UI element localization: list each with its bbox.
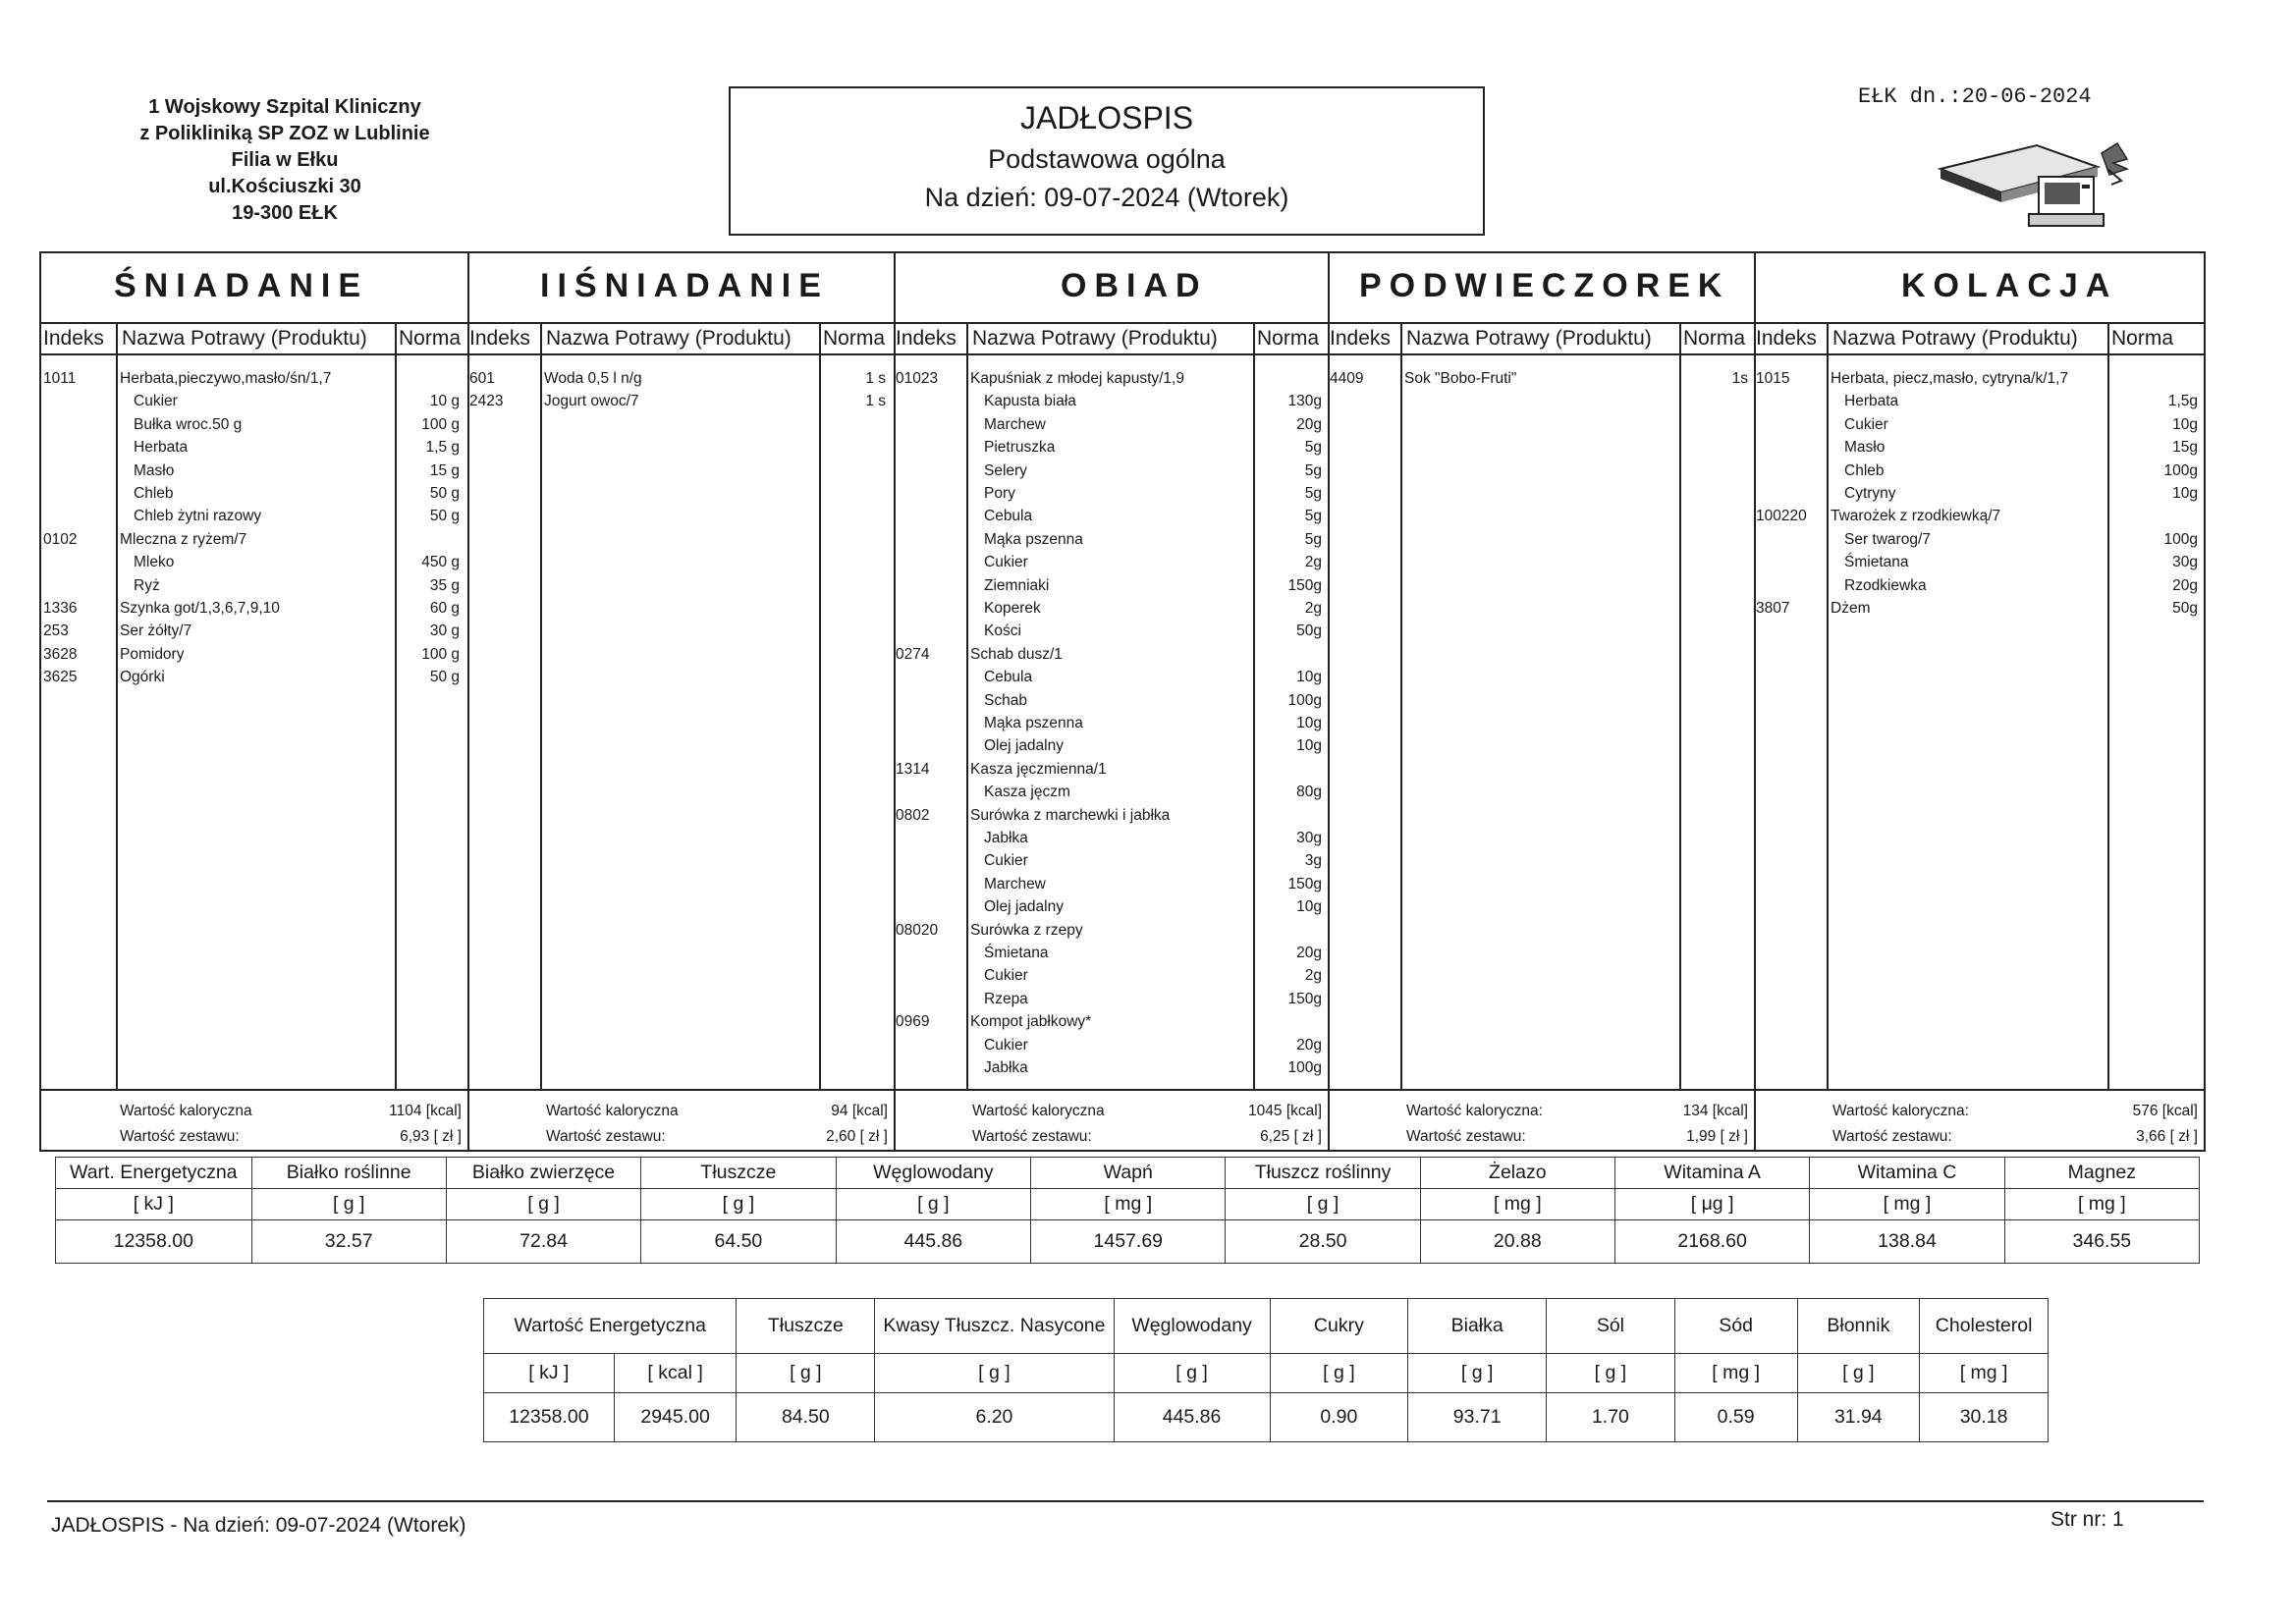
dish-index: 1011 bbox=[43, 370, 77, 387]
dish-name: Dżem bbox=[1831, 600, 1871, 617]
ingredient-name: Cebula bbox=[984, 669, 1033, 686]
nutrient-unit: [ mg ] bbox=[1810, 1189, 2004, 1220]
price-value: 6,25 [ zł ] bbox=[1260, 1128, 1322, 1145]
page-number: Str nr: 1 bbox=[2050, 1508, 2124, 1531]
price-label: Wartość zestawu: bbox=[1406, 1128, 1526, 1145]
ingredient-name: Cytryny bbox=[1844, 485, 1896, 502]
dish-index: 2423 bbox=[469, 393, 504, 410]
dish-norm: 10g bbox=[1296, 669, 1322, 686]
dish-norm: 50g bbox=[1296, 622, 1322, 640]
dish-index: 01023 bbox=[896, 370, 939, 387]
dish-norm: 50 g bbox=[429, 508, 460, 525]
dish-index: 3628 bbox=[43, 645, 78, 663]
dish-index: 4409 bbox=[1330, 370, 1364, 387]
nutrient-value: 93.71 bbox=[1408, 1393, 1547, 1442]
column-header-norm: Norma bbox=[399, 327, 462, 350]
nutrition-table-2 bbox=[483, 1298, 2049, 1442]
nutrient-unit: [ kJ ] bbox=[484, 1354, 615, 1393]
menu-table bbox=[39, 251, 2206, 1152]
nutrient-unit: [ mg ] bbox=[2004, 1189, 2199, 1220]
column-divider bbox=[395, 322, 397, 1089]
kcal-label: Wartość kaloryczna bbox=[546, 1103, 679, 1119]
ingredient-name: Herbata bbox=[1844, 393, 1899, 410]
nutrition-values-row bbox=[56, 1220, 2200, 1264]
nutrient-unit: [ g ] bbox=[251, 1189, 446, 1220]
column-divider bbox=[1400, 322, 1402, 1089]
nutrient-unit: [ g ] bbox=[446, 1189, 640, 1220]
nutrient-name: Witamina C bbox=[1810, 1158, 2004, 1189]
dish-index: 08020 bbox=[896, 921, 939, 939]
dish-name: Mleczna z ryżem/7 bbox=[120, 530, 247, 548]
dish-name: Schab dusz/1 bbox=[970, 645, 1063, 663]
meal-title: PODWIECZOREK bbox=[1359, 267, 1730, 304]
nutrient-value: 64.50 bbox=[641, 1220, 836, 1264]
kcal-value: 1104 [kcal] bbox=[389, 1103, 462, 1119]
hospital-line: ul.Kościuszki 30 bbox=[208, 176, 361, 197]
nutrient-value: 84.50 bbox=[737, 1393, 875, 1442]
kcal-value: 576 [kcal] bbox=[2132, 1103, 2198, 1119]
kcal-label: Wartość kaloryczna bbox=[120, 1103, 252, 1119]
dish-norm: 35 g bbox=[429, 576, 460, 594]
dish-index: 0274 bbox=[896, 645, 930, 663]
dish-norm: 5g bbox=[1304, 485, 1322, 502]
dish-norm: 20g bbox=[1296, 1036, 1322, 1054]
column-header-norm: Norma bbox=[2111, 327, 2174, 350]
dish-name: Surówka z marchewki i jabłka bbox=[970, 806, 1171, 824]
dish-index: 3625 bbox=[43, 669, 78, 686]
nutrient-value: 1457.69 bbox=[1031, 1220, 1226, 1264]
dish-norm: 10 g bbox=[429, 393, 460, 410]
nutrient-unit: [ μg ] bbox=[1614, 1189, 1809, 1220]
dish-norm: 10g bbox=[1296, 715, 1322, 731]
dish-name: Kompot jabłkowy* bbox=[970, 1013, 1092, 1031]
kcal-value: 134 [kcal] bbox=[1682, 1103, 1748, 1119]
dish-norm: 5g bbox=[1304, 508, 1322, 525]
page-title: JADŁOSPIS bbox=[1019, 100, 1194, 135]
nutrient-value: 2168.60 bbox=[1614, 1220, 1809, 1264]
nutrient-name: Magnez bbox=[2004, 1158, 2199, 1189]
meal-summary bbox=[1328, 1089, 1754, 1152]
dish-norm: 5g bbox=[1304, 461, 1322, 479]
meal-divider bbox=[1754, 253, 1756, 1152]
meal-summary bbox=[1754, 1089, 2204, 1152]
dish-index: 0802 bbox=[896, 806, 930, 824]
meal-summary bbox=[467, 1089, 894, 1152]
footer-title: JADŁOSPIS - Na dzień: 09-07-2024 (Wtorek) bbox=[51, 1514, 466, 1537]
nutrient-value: 346.55 bbox=[2004, 1220, 2199, 1264]
hospital-line: z Polikliniką SP ZOZ w Lublinie bbox=[139, 123, 430, 144]
meal-summary bbox=[41, 1089, 467, 1152]
nutrient-value: 0.90 bbox=[1270, 1393, 1408, 1442]
dish-index: 100220 bbox=[1756, 508, 1807, 525]
meal-title: IIŚNIADANIE bbox=[540, 267, 829, 304]
ingredient-name: Selery bbox=[984, 461, 1027, 479]
column-header-row bbox=[894, 322, 1328, 355]
column-header-name: Nazwa Potrawy (Produktu) bbox=[972, 327, 1218, 350]
column-header-index: Indeks bbox=[896, 327, 957, 350]
dish-norm: 1s bbox=[1731, 370, 1748, 387]
dish-norm: 50g bbox=[2172, 600, 2198, 617]
ingredient-name: Koperek bbox=[984, 600, 1041, 617]
nutrient-unit: [ g ] bbox=[737, 1354, 875, 1393]
dish-name: Herbata,pieczywo,masło/śn/1,7 bbox=[120, 370, 332, 387]
nutrient-unit: [ mg ] bbox=[1031, 1189, 1226, 1220]
dish-norm: 10g bbox=[2172, 415, 2198, 433]
price-value: 6,93 [ zł ] bbox=[400, 1128, 462, 1145]
column-divider bbox=[1679, 322, 1681, 1089]
column-header-index: Indeks bbox=[469, 327, 530, 350]
nutrition-units-row bbox=[56, 1189, 2200, 1220]
column-header-row bbox=[1328, 322, 1754, 355]
kcal-label: Wartość kaloryczna: bbox=[1406, 1103, 1543, 1119]
dish-name: Pomidory bbox=[120, 645, 185, 663]
nutrient-name: Tłuszcz roślinny bbox=[1226, 1158, 1420, 1189]
kcal-label: Wartość kaloryczna bbox=[972, 1103, 1105, 1119]
meal-header bbox=[1328, 253, 1754, 322]
column-header-norm: Norma bbox=[1257, 327, 1320, 350]
ingredient-name: Śmietana bbox=[984, 945, 1049, 961]
dish-norm: 100g bbox=[2163, 530, 2198, 548]
column-header-name: Nazwa Potrawy (Produktu) bbox=[546, 327, 792, 350]
hospital-line: Filia w Ełku bbox=[231, 149, 339, 171]
price-label: Wartość zestawu: bbox=[120, 1128, 240, 1145]
dish-norm: 15 g bbox=[429, 461, 460, 479]
nutrient-unit: [ g ] bbox=[641, 1189, 836, 1220]
nutrient-value: 28.50 bbox=[1226, 1220, 1420, 1264]
ingredient-name: Jabłka bbox=[984, 830, 1028, 846]
meal-title: KOLACJA bbox=[1901, 267, 2118, 304]
column-divider bbox=[966, 322, 968, 1089]
dish-norm: 100g bbox=[2163, 461, 2198, 479]
ingredient-name: Ziemniaki bbox=[984, 576, 1050, 594]
dish-name: Kasza jęczmienna/1 bbox=[970, 760, 1107, 778]
nutrient-unit: [ g ] bbox=[836, 1189, 1031, 1220]
dish-index: 0102 bbox=[43, 530, 78, 548]
dish-name: Jogurt owoc/7 bbox=[544, 393, 639, 410]
nutrient-value: 31.94 bbox=[1797, 1393, 1920, 1442]
dish-index: 0969 bbox=[896, 1013, 930, 1031]
dish-norm: 450 g bbox=[421, 554, 460, 571]
dish-norm: 30 g bbox=[429, 622, 460, 640]
meal-header bbox=[894, 253, 1328, 322]
nutrient-name: Cukry bbox=[1270, 1299, 1408, 1354]
price-value: 1,99 [ zł ] bbox=[1686, 1128, 1748, 1145]
ingredient-name: Schab bbox=[984, 691, 1027, 709]
column-divider bbox=[1827, 322, 1829, 1089]
ingredient-name: Chleb bbox=[1844, 461, 1885, 479]
dish-index: 1314 bbox=[896, 760, 930, 778]
print-date: EŁK dn.:20-06-2024 bbox=[1858, 84, 2092, 109]
ingredient-name: Marchew bbox=[984, 415, 1046, 433]
nutrient-value: 2945.00 bbox=[614, 1393, 737, 1442]
column-header-row bbox=[467, 322, 894, 355]
ingredient-name: Cukier bbox=[134, 393, 178, 410]
column-header-name: Nazwa Potrawy (Produktu) bbox=[1406, 327, 1652, 350]
dish-norm: 100g bbox=[1287, 1059, 1322, 1076]
nutrient-value: 445.86 bbox=[836, 1220, 1031, 1264]
ingredient-name: Chleb bbox=[134, 485, 174, 502]
dish-norm: 5g bbox=[1304, 530, 1322, 548]
nutrient-name: Białko zwierzęce bbox=[446, 1158, 640, 1189]
ingredient-name: Herbata bbox=[134, 439, 189, 457]
nutrient-name: Wart. Energetyczna bbox=[56, 1158, 252, 1189]
nutrient-unit: [ g ] bbox=[1114, 1354, 1270, 1393]
kcal-value: 1045 [kcal] bbox=[1248, 1103, 1322, 1119]
dish-norm: 15g bbox=[2172, 439, 2198, 457]
dish-norm: 20g bbox=[1296, 945, 1322, 961]
dish-index: 3807 bbox=[1756, 600, 1790, 617]
nutrient-unit: [ g ] bbox=[1547, 1354, 1675, 1393]
dish-index: 253 bbox=[43, 622, 69, 640]
nutrient-value: 32.57 bbox=[251, 1220, 446, 1264]
price-value: 2,60 [ zł ] bbox=[826, 1128, 888, 1145]
nutrient-name: Sód bbox=[1674, 1299, 1797, 1354]
nutrient-unit: [ g ] bbox=[875, 1354, 1114, 1393]
ingredient-name: Bułka wroc.50 g bbox=[134, 415, 243, 433]
meal-header bbox=[1754, 253, 2204, 322]
nutrient-value: 445.86 bbox=[1114, 1393, 1270, 1442]
nutrient-name: Żelazo bbox=[1420, 1158, 1614, 1189]
dish-name: Surówka z rzepy bbox=[970, 921, 1083, 939]
ingredient-name: Masło bbox=[1844, 439, 1886, 457]
dish-norm: 5g bbox=[1304, 439, 1322, 457]
hospital-address bbox=[79, 94, 491, 227]
kcal-label: Wartość kaloryczna: bbox=[1832, 1103, 1969, 1119]
price-value: 3,66 [ zł ] bbox=[2136, 1128, 2198, 1145]
nutrient-name: Wapń bbox=[1031, 1158, 1226, 1189]
ingredient-name: Mąka pszenna bbox=[984, 715, 1083, 731]
dish-norm: 2g bbox=[1304, 967, 1322, 985]
nutrient-unit: [ g ] bbox=[1226, 1189, 1420, 1220]
price-label: Wartość zestawu: bbox=[1832, 1128, 1952, 1145]
column-divider bbox=[540, 322, 542, 1089]
dish-norm: 20g bbox=[1296, 415, 1322, 433]
meal-divider bbox=[1328, 253, 1330, 1152]
nutrition-units-row bbox=[484, 1354, 2049, 1393]
nutrient-name: Białko roślinne bbox=[251, 1158, 446, 1189]
dish-norm: 80g bbox=[1296, 784, 1322, 801]
price-label: Wartość zestawu: bbox=[972, 1128, 1092, 1145]
column-header-name: Nazwa Potrawy (Produktu) bbox=[122, 327, 367, 350]
nutrition-header-row bbox=[56, 1158, 2200, 1189]
ingredient-name: Cebula bbox=[984, 508, 1033, 525]
nutrient-value: 12358.00 bbox=[484, 1393, 615, 1442]
nutrient-unit: [ g ] bbox=[1270, 1354, 1408, 1393]
nutrient-value: 20.88 bbox=[1420, 1220, 1614, 1264]
nutrient-unit: [ mg ] bbox=[1420, 1189, 1614, 1220]
dish-index: 601 bbox=[469, 370, 495, 387]
dish-norm: 30g bbox=[2172, 554, 2198, 571]
nutrient-unit: [ mg ] bbox=[1674, 1354, 1797, 1393]
dish-name: Herbata, piecz,masło, cytryna/k/1,7 bbox=[1831, 370, 2069, 387]
dish-norm: 10g bbox=[1296, 898, 1322, 916]
dish-name: Twarożek z rzodkiewką/7 bbox=[1831, 508, 2001, 525]
meal-title: ŚNIADANIE bbox=[114, 267, 369, 304]
computer-with-book-icon bbox=[1935, 130, 2131, 232]
nutrition-values-row bbox=[484, 1393, 2049, 1442]
kcal-value: 94 [kcal] bbox=[831, 1103, 888, 1119]
ingredient-name: Kości bbox=[984, 622, 1021, 640]
nutrient-value: 12358.00 bbox=[56, 1220, 252, 1264]
ingredient-name: Ryż bbox=[134, 576, 160, 594]
dish-norm: 1 s bbox=[865, 393, 886, 410]
nutrient-unit: [ mg ] bbox=[1920, 1354, 2049, 1393]
ingredient-name: Mleko bbox=[134, 554, 175, 571]
column-divider bbox=[819, 322, 821, 1089]
nutrient-value: 72.84 bbox=[446, 1220, 640, 1264]
ingredient-name: Rzepa bbox=[984, 990, 1028, 1007]
ingredient-name: Śmietana bbox=[1844, 554, 1909, 571]
column-header-row bbox=[41, 322, 467, 355]
nutrient-name: Tłuszcze bbox=[641, 1158, 836, 1189]
column-divider bbox=[116, 322, 118, 1089]
dish-name: Ser żółty/7 bbox=[120, 622, 192, 640]
ingredient-name: Cukier bbox=[984, 967, 1028, 985]
dish-norm: 50 g bbox=[429, 669, 460, 686]
nutrient-unit: [ g ] bbox=[1797, 1354, 1920, 1393]
nutrient-unit: [ kJ ] bbox=[56, 1189, 252, 1220]
nutrient-value: 6.20 bbox=[875, 1393, 1114, 1442]
dish-name: Kapuśniak z młodej kapusty/1,9 bbox=[970, 370, 1184, 387]
menu-date: Na dzień: 09-07-2024 (Wtorek) bbox=[924, 183, 1289, 212]
dish-norm: 2g bbox=[1304, 600, 1322, 617]
ingredient-name: Olej jadalny bbox=[984, 898, 1064, 916]
nutrient-name: Białka bbox=[1408, 1299, 1547, 1354]
ingredient-name: Ser twarog/7 bbox=[1844, 530, 1931, 548]
dish-norm: 150g bbox=[1287, 990, 1322, 1007]
nutrient-value: 138.84 bbox=[1810, 1220, 2004, 1264]
column-divider bbox=[2107, 322, 2109, 1089]
column-header-name: Nazwa Potrawy (Produktu) bbox=[1832, 327, 2078, 350]
ingredient-name: Jabłka bbox=[984, 1059, 1028, 1076]
dish-index: 1336 bbox=[43, 600, 78, 617]
meal-title: OBIAD bbox=[1061, 267, 1208, 304]
column-header-index: Indeks bbox=[1330, 327, 1391, 350]
nutrition-header-row bbox=[484, 1299, 2049, 1354]
ingredient-name: Rzodkiewka bbox=[1844, 576, 1927, 594]
ingredient-name: Pory bbox=[984, 485, 1015, 502]
hospital-line: 1 Wojskowy Szpital Kliniczny bbox=[148, 96, 421, 118]
ingredient-name: Cukier bbox=[984, 554, 1028, 571]
dish-name: Sok "Bobo-Fruti" bbox=[1404, 370, 1517, 387]
dish-norm: 100 g bbox=[421, 645, 460, 663]
dish-norm: 20g bbox=[2172, 576, 2198, 594]
column-header-row bbox=[1754, 322, 2204, 355]
dish-norm: 1,5 g bbox=[425, 439, 460, 457]
nutrient-name: Sól bbox=[1547, 1299, 1675, 1354]
column-header-index: Indeks bbox=[1756, 327, 1817, 350]
dish-norm: 150g bbox=[1287, 576, 1322, 594]
ingredient-name: Pietruszka bbox=[984, 439, 1056, 457]
meal-header bbox=[467, 253, 894, 322]
dish-norm: 100 g bbox=[421, 415, 460, 433]
meal-divider bbox=[467, 253, 469, 1152]
price-label: Wartość zestawu: bbox=[546, 1128, 666, 1145]
footer-divider bbox=[47, 1500, 2204, 1502]
meal-summary bbox=[894, 1089, 1328, 1152]
ingredient-name: Cukier bbox=[984, 1036, 1028, 1054]
diet-name: Podstawowa ogólna bbox=[988, 144, 1226, 174]
ingredient-name: Kapusta biała bbox=[984, 393, 1076, 410]
ingredient-name: Masło bbox=[134, 461, 175, 479]
dish-norm: 2g bbox=[1304, 554, 1322, 571]
dish-norm: 3g bbox=[1304, 852, 1322, 870]
nutrient-name: Błonnik bbox=[1797, 1299, 1920, 1354]
ingredient-name: Kasza jęczm bbox=[984, 784, 1070, 801]
menu-title-box bbox=[729, 86, 1485, 236]
dish-name: Ogórki bbox=[120, 669, 165, 686]
nutrient-name: Węglowodany bbox=[836, 1158, 1031, 1189]
column-header-norm: Norma bbox=[1683, 327, 1746, 350]
dish-norm: 60 g bbox=[429, 600, 460, 617]
nutrient-value: 0.59 bbox=[1674, 1393, 1797, 1442]
dish-name: Woda 0,5 l n/g bbox=[544, 370, 642, 387]
nutrient-unit: [ kcal ] bbox=[614, 1354, 737, 1393]
dish-index: 1015 bbox=[1756, 370, 1790, 387]
dish-name: Szynka got/1,3,6,7,9,10 bbox=[120, 600, 280, 617]
ingredient-name: Marchew bbox=[984, 875, 1046, 893]
dish-norm: 10g bbox=[1296, 737, 1322, 755]
nutrient-name: Kwasy Tłuszcz. Nasycone bbox=[875, 1299, 1114, 1354]
dish-norm: 1 s bbox=[865, 370, 886, 387]
column-header-norm: Norma bbox=[823, 327, 886, 350]
nutrient-name: Witamina A bbox=[1614, 1158, 1809, 1189]
dish-norm: 1,5g bbox=[2167, 393, 2198, 410]
nutrient-name: Tłuszcze bbox=[737, 1299, 875, 1354]
dish-norm: 130g bbox=[1287, 393, 1322, 410]
ingredient-name: Olej jadalny bbox=[984, 737, 1064, 755]
nutrient-value: 30.18 bbox=[1920, 1393, 2049, 1442]
ingredient-name: Cukier bbox=[1844, 415, 1888, 433]
nutrient-name: Węglowodany bbox=[1114, 1299, 1270, 1354]
dish-norm: 30g bbox=[1296, 830, 1322, 846]
nutrient-unit: [ g ] bbox=[1408, 1354, 1547, 1393]
dish-norm: 100g bbox=[1287, 691, 1322, 709]
dish-norm: 10g bbox=[2172, 485, 2198, 502]
ingredient-name: Chleb żytni razowy bbox=[134, 508, 262, 525]
dish-norm: 50 g bbox=[429, 485, 460, 502]
meal-header bbox=[41, 253, 467, 322]
nutrition-table-1 bbox=[55, 1157, 2200, 1264]
nutrient-value: 1.70 bbox=[1547, 1393, 1675, 1442]
ingredient-name: Cukier bbox=[984, 852, 1028, 870]
ingredient-name: Mąka pszenna bbox=[984, 530, 1083, 548]
dish-norm: 150g bbox=[1287, 875, 1322, 893]
nutrient-name: Wartość Energetyczna bbox=[484, 1299, 737, 1354]
nutrient-name: Cholesterol bbox=[1920, 1299, 2049, 1354]
hospital-line: 19-300 EŁK bbox=[232, 202, 338, 224]
column-header-index: Indeks bbox=[43, 327, 104, 350]
